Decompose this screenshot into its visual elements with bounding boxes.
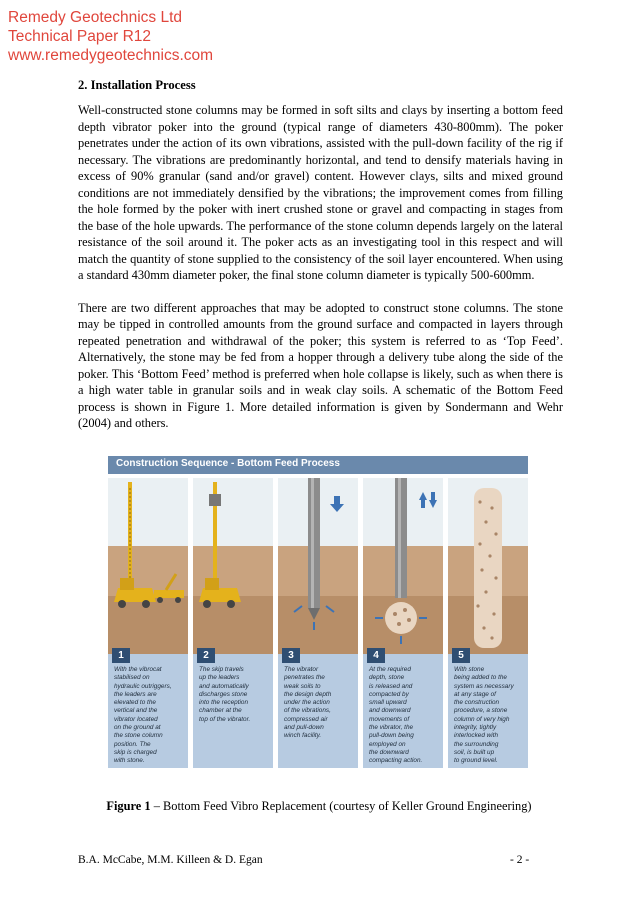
step-panel-4 xyxy=(363,478,443,768)
step-number-3: 3 xyxy=(282,648,300,663)
figure-title: Construction Sequence - Bottom Feed Process xyxy=(116,458,340,469)
rig-crane-illustration xyxy=(108,478,188,658)
website-link[interactable]: www.remedygeotechnics.com xyxy=(8,47,214,64)
step-panel-5 xyxy=(448,478,528,768)
section-heading: 2. Installation Process xyxy=(78,78,196,92)
paragraph-1: Well-constructed stone columns may be formed in soft silts and clays by inserting a bottom feed depth vibrator poker into the ground (typical range of diameters 430-800mm). The poker penetrates under the action of its own vibrations, assisted with the pull-down facility of the rig if necessary. The vibrations are predominantly horizontal, and tend to densify materials having in excess of 90% granular (sand and/or gravel) content. However clays, silts and mixed ground conditions are not immediately densified by the vibrations; the improvement comes from filling the hole formed by the poker with inert crushed stone or gravel and compacting in stages from the base of the hole upwards. The performance of the stone column depends largely on the lateral resistance of the soil around it. The poker acts as an investigating tool in this respect and will match the quantity of stone supplied to the consistency of the soil layer encountered. When using a standard 430mm diameter poker, the final stone column diameter is typically 500-600mm. xyxy=(78,103,563,282)
figure-title-bar xyxy=(108,456,528,474)
step-number-1: 1 xyxy=(112,648,130,663)
footer-page-number: - 2 - xyxy=(510,854,530,866)
figure-caption-text: – Bottom Feed Vibro Replacement (courtesy of Keller Ground Engineering) xyxy=(150,799,532,813)
step-number-4: 4 xyxy=(367,648,385,663)
step-description-2: The skip travels up the leaders and automatically discharges stone into the reception chamber at the top of the vibrator. xyxy=(199,666,251,723)
rig-skip-illustration xyxy=(193,478,273,658)
figure-caption-label: Figure 1 xyxy=(106,799,151,813)
step-description-5: With stone being added to the system as necessary at any stage of the construction procedure, a stone column of very high integrity, tightly interlocked with the surrounding soil, is built up to ground level. xyxy=(454,666,514,765)
company-name: Remedy Geotechnics Ltd xyxy=(8,9,183,26)
stone-compaction-illustration xyxy=(363,478,443,658)
step-description-4: At the required depth, stone is released and compacted by small upward and downward movements of the vibrator, the pull-down being employed on the downward compacting action. xyxy=(369,666,423,765)
step-panel-1 xyxy=(108,478,188,768)
section-body xyxy=(78,77,563,448)
paragraph-2: There are two different approaches that may be adopted to construct stone columns. The stone may be tipped in controlled amounts from the ground surface and compacted in layers through repeated penetration and withdrawal of the poker; this system is referred to as ‘Top Feed’. Alternatively, the stone may be fed from a hopper through a delivery tube along the side of the poker. This ‘Bottom Feed’ method is preferred when hole collapse is likely, such as when there is a high water table in granular soils and in weak clay soils. A schematic of the Bottom Feed process is shown in Figure 1. More detailed information is given by Sondermann and Wehr (2004) and others. xyxy=(78,300,563,430)
footer-authors: B.A. McCabe, M.M. Killeen & D. Egan xyxy=(78,854,263,866)
step-panel-3 xyxy=(278,478,358,768)
vibrator-penetration-illustration xyxy=(278,478,358,658)
figure-construction-sequence xyxy=(108,456,528,773)
figure-caption xyxy=(0,798,638,814)
step-description-3: The vibrator penetrates the weak soils to the design depth under the action of the vibrations, compressed air and pull-down winch facility. xyxy=(284,666,332,740)
paper-id: Technical Paper R12 xyxy=(8,28,152,45)
stone-column-illustration xyxy=(448,478,528,658)
step-number-5: 5 xyxy=(452,648,470,663)
step-number-2: 2 xyxy=(197,648,215,663)
step-panel-2 xyxy=(193,478,273,768)
brand-header xyxy=(8,8,213,65)
step-description-1: With the vibrocat stabilised on hydraulic outriggers, the leaders are elevated to the vertical and the vibrator located on the ground at the stone column position. The skip is charged with stone. xyxy=(114,666,172,765)
